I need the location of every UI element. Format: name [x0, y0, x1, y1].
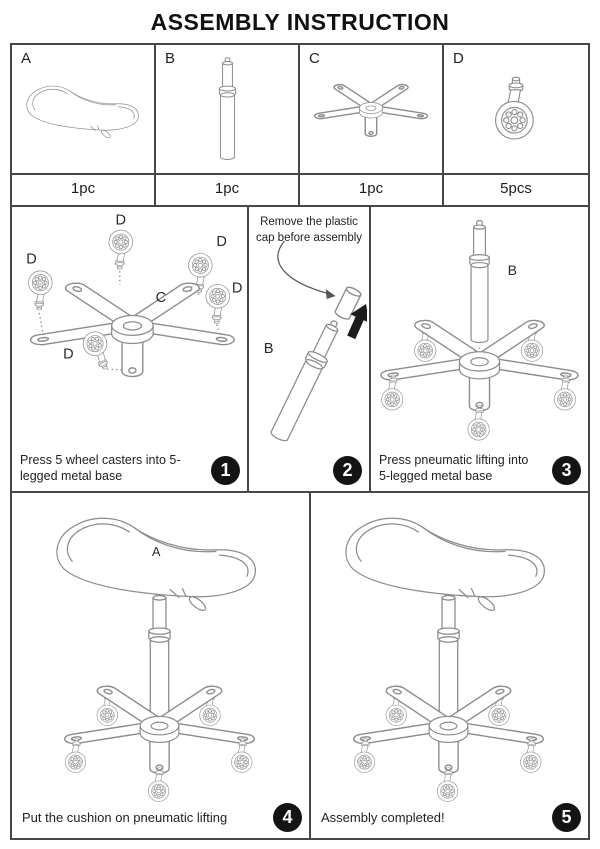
step-caption: Put the cushion on pneumatic lifting	[22, 810, 228, 826]
part-qty: 5pcs	[444, 173, 588, 203]
seat-cushion-icon	[21, 76, 145, 143]
leader-line	[278, 241, 330, 294]
step-caption: Assembly completed!	[321, 810, 445, 826]
part-cell-lift	[156, 45, 300, 205]
parts-table	[10, 43, 590, 207]
step4-figure	[40, 497, 279, 813]
step-number-badge: 5	[552, 803, 581, 832]
part-letter: B	[165, 50, 176, 67]
step-number-badge: 4	[273, 803, 302, 832]
step-number-badge: 3	[552, 456, 581, 485]
part-qty: 1pc	[300, 173, 442, 203]
step-number-badge: 1	[211, 456, 240, 485]
step-number-badge: 2	[333, 456, 362, 485]
step-panel-1	[10, 205, 249, 493]
pneumatic-lift-icon	[212, 56, 243, 162]
caster-wheel-icon	[492, 75, 540, 143]
part-qty: 1pc	[156, 173, 298, 203]
step2-figure	[251, 239, 367, 467]
step-caption: Press pneumatic lifting into 5-legged metal base	[379, 452, 529, 483]
part-label-caster: D	[216, 233, 227, 250]
part-label-caster: D	[231, 280, 243, 297]
part-label-seat: A	[151, 544, 161, 559]
part-letter: A	[21, 50, 32, 67]
part-cell-base	[300, 45, 444, 205]
part-letter: D	[453, 50, 464, 67]
part-cell-caster	[444, 45, 588, 205]
five-leg-base-icon	[308, 79, 434, 139]
part-label-lift: B	[263, 341, 274, 357]
part-label-caster: D	[63, 346, 74, 363]
part-letter: C	[309, 50, 320, 67]
part-cell-seat	[12, 45, 156, 205]
part-label-caster: D	[115, 212, 127, 229]
step-caption: Press 5 wheel casters into 5-legged metal base	[20, 452, 181, 483]
step-panel-2	[247, 205, 371, 493]
step-panel-5	[309, 491, 590, 840]
part-qty: 1pc	[12, 173, 154, 203]
page-title: ASSEMBLY INSTRUCTION	[150, 9, 450, 35]
step-panel-4	[10, 491, 311, 840]
leader-arrow-icon	[326, 289, 336, 299]
step5-figure	[329, 497, 568, 813]
remove-cap-note: Remove the plastic cap before assembly	[255, 216, 363, 244]
part-label-base: C	[155, 290, 167, 307]
step1-figure	[12, 211, 247, 436]
part-label-lift: B	[507, 261, 518, 278]
step-panel-3	[369, 205, 590, 493]
part-label-caster: D	[26, 251, 37, 268]
tilted-lift	[269, 317, 345, 443]
step3-figure	[374, 213, 585, 459]
